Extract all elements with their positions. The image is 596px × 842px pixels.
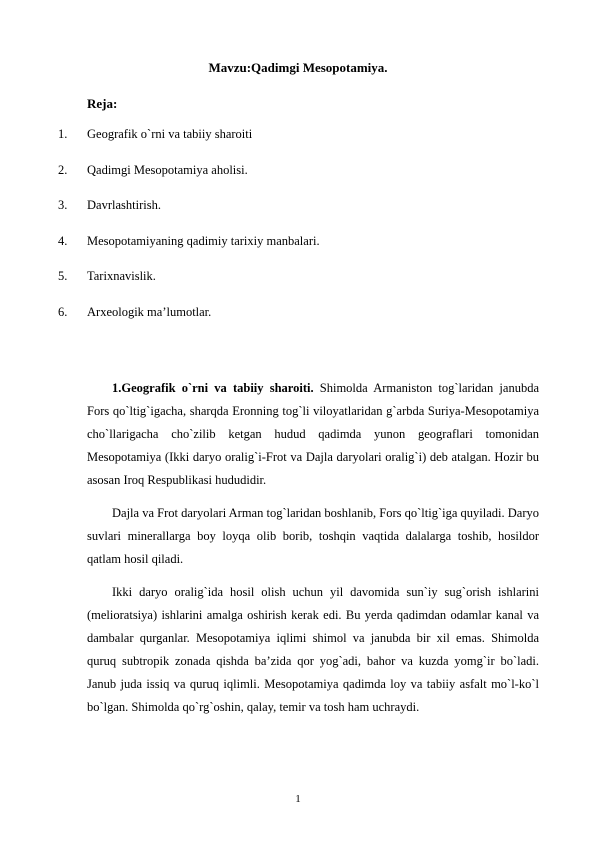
paragraph-text: Shimolda Armaniston tog`laridan janubda Fors qo`ltig`igacha, sharqda Eronning tog`li viloyatlaridan g`arbda Suriya-Mesopotamiya cho`llarigacha cho`zilib ketgan hudud qadimda yunon geograflari tomonidan Mesopotamiya (Ikki daryo oralig`i-Frot va Dajla daryolari oralig`i) deb atalgan. Hozir bu asosan Iroq Respublikasi hududidir. bbox=[87, 381, 539, 487]
plan-list bbox=[0, 125, 596, 338]
plan-item-text: Geografik o`rni va tabiiy sharoiti bbox=[87, 127, 253, 141]
plan-heading: Reja: bbox=[87, 96, 118, 111]
plan-item-number: 6. bbox=[58, 304, 68, 319]
paragraph-geography bbox=[87, 377, 539, 492]
plan-item bbox=[0, 303, 596, 339]
plan-item-number: 2. bbox=[58, 162, 68, 177]
paragraph-text: Ikki daryo oralig`ida hosil olish uchun yil davomida sun`iy sug`orish ishlarini (melioratsiya) ishlarini amalga oshirish kerak edi. Bu yerda qadimdan odamlar kanal va dambalar qurganlar. Mesopotamiya iqlimi shimol va janubda bir xil emas. Shimolda quruq subtropik zonada qishda ba’zida qor yog`adi, bahor va kuzda yomg`ir bo`ladi. Janub juda issiq va quruq iqlimli. Mesopotamiya qadimda loy va tabiiy asfalt mo`l-ko`l bo`lgan. Shimolda qo`rg`oshin, qalay, temir va tosh ham uchraydi. bbox=[87, 585, 539, 714]
paragraph-text: Dajla va Frot daryolari Arman tog`laridan boshlanib, Fors qo`ltig`iga quyiladi. Daryo suvlari minerallarga boy loyqa olib borib, toshqin vaqtida dalalarga toshib, hosildor qatlam hosil qiladi. bbox=[87, 506, 539, 566]
paragraph-irrigation bbox=[87, 581, 539, 719]
plan-item-number: 4. bbox=[58, 233, 68, 248]
plan-item-text: Tarixnavislik. bbox=[87, 269, 156, 283]
plan-item bbox=[0, 267, 596, 303]
plan-item bbox=[0, 232, 596, 268]
plan-item-text: Arxeologik ma’lumotlar. bbox=[87, 304, 212, 319]
page-number: 1 bbox=[295, 793, 301, 805]
plan-item-number: 1. bbox=[58, 127, 68, 141]
plan-item-text: Davrlashtirish. bbox=[87, 198, 161, 212]
plan-item-number: 3. bbox=[58, 198, 68, 212]
plan-item-number: 5. bbox=[58, 269, 68, 283]
plan-item bbox=[0, 196, 596, 232]
page-title: Mavzu:Qadimgi Mesopotamiya. bbox=[208, 60, 388, 75]
plan-item-text: Qadimgi Mesopotamiya aholisi. bbox=[87, 162, 248, 177]
body-text bbox=[87, 377, 539, 729]
plan-item-text: Mesopotamiyaning qadimiy tarixiy manbalari. bbox=[87, 233, 320, 248]
section-heading: 1.Geografik o`rni va tabiiy sharoiti. bbox=[112, 381, 314, 395]
plan-item bbox=[0, 125, 596, 161]
paragraph-rivers bbox=[87, 502, 539, 571]
plan-item bbox=[0, 161, 596, 197]
